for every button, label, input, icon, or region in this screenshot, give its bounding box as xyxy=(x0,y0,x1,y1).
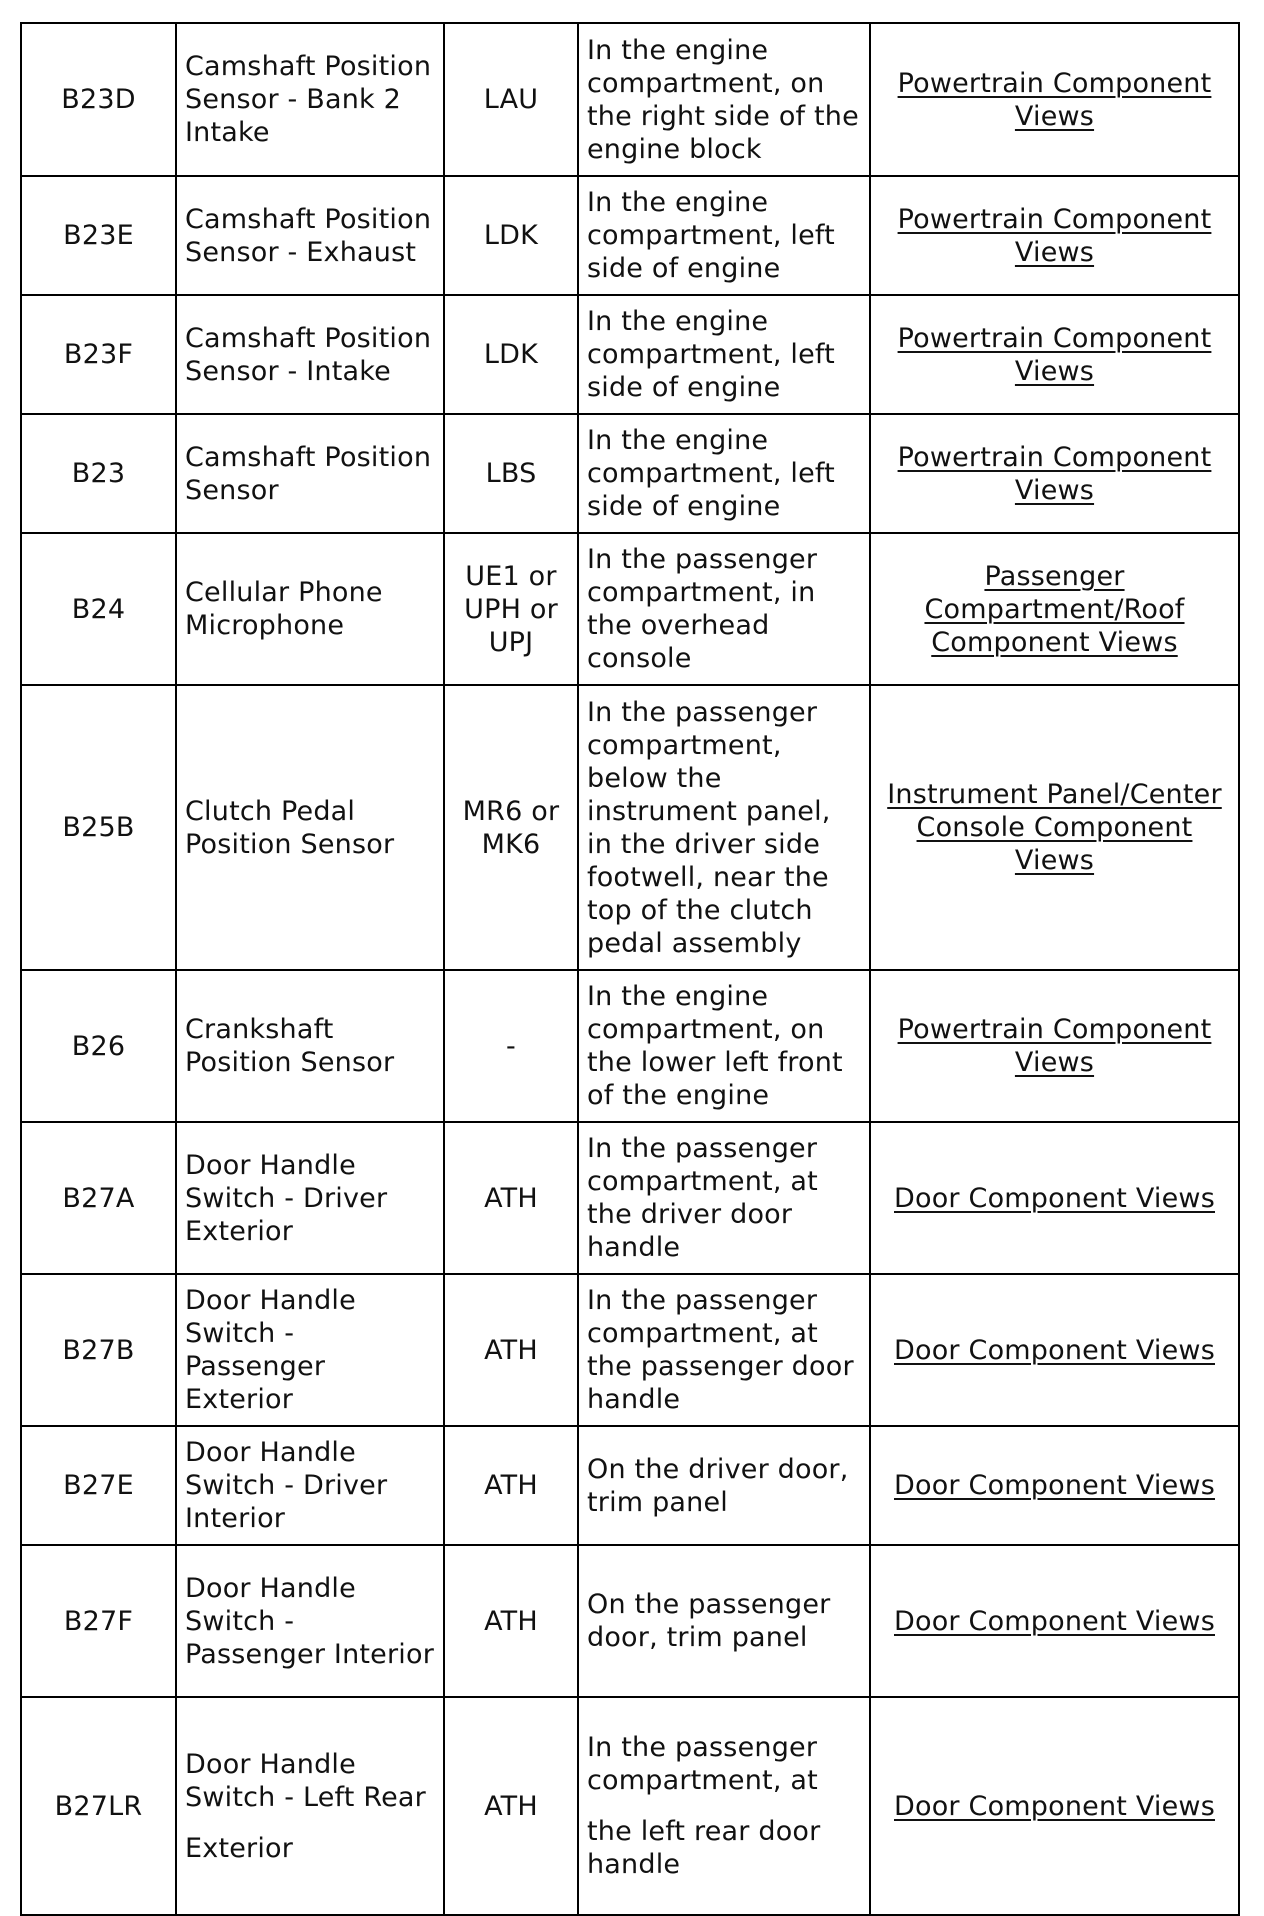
component-location: In the engine compartment, left side of engine xyxy=(578,176,870,295)
component-view-cell xyxy=(870,1545,1239,1697)
component-number: B23F xyxy=(21,295,176,414)
component-view-link[interactable]: Powertrain Component Views xyxy=(897,322,1212,387)
component-name: Clutch Pedal Position Sensor xyxy=(176,685,444,970)
component-location: In the engine compartment, left side of engine xyxy=(578,414,870,533)
component-view-cell xyxy=(870,1274,1239,1426)
component-number: B23D xyxy=(21,23,176,176)
component-name: Camshaft Position Sensor - Bank 2 Intake xyxy=(176,23,444,176)
component-option: ATH xyxy=(444,1122,578,1274)
component-name: Camshaft Position Sensor - Exhaust xyxy=(176,176,444,295)
component-view-cell xyxy=(870,414,1239,533)
component-location: In the passenger compartment, at the passenger door handle xyxy=(578,1274,870,1426)
component-option: ATH xyxy=(444,1274,578,1426)
component-option: LAU xyxy=(444,23,578,176)
component-number: B25B xyxy=(21,685,176,970)
component-location-line: In the passenger compartment, at xyxy=(587,1732,818,1796)
component-location: On the passenger door, trim panel xyxy=(578,1545,870,1697)
component-location: In the engine compartment, on the right side of the engine block xyxy=(578,23,870,176)
table-row xyxy=(21,1274,1239,1426)
component-number: B27A xyxy=(21,1122,176,1274)
component-view-link[interactable]: Passenger Compartment/Roof Component Views xyxy=(924,560,1185,658)
component-location: In the engine compartment, on the lower left front of the engine xyxy=(578,970,870,1122)
component-name: Door Handle Switch - Driver Interior xyxy=(176,1426,444,1545)
component-view-link[interactable]: Door Component Views xyxy=(894,1470,1215,1501)
component-number: B27F xyxy=(21,1545,176,1697)
table-row xyxy=(21,1697,1239,1915)
component-option: LBS xyxy=(444,414,578,533)
table-row xyxy=(21,1426,1239,1545)
component-name: Cellular Phone Microphone xyxy=(176,533,444,685)
table-row xyxy=(21,533,1239,685)
component-location: On the driver door, trim panel xyxy=(578,1426,870,1545)
table-row xyxy=(21,1545,1239,1697)
component-option: ATH xyxy=(444,1426,578,1545)
component-view-cell xyxy=(870,970,1239,1122)
table-row xyxy=(21,685,1239,970)
table-row xyxy=(21,295,1239,414)
component-view-cell xyxy=(870,176,1239,295)
component-option: LDK xyxy=(444,295,578,414)
component-view-link[interactable]: Door Component Views xyxy=(894,1334,1215,1366)
component-option: - xyxy=(444,970,578,1122)
table-row xyxy=(21,970,1239,1122)
component-name: Camshaft Position Sensor xyxy=(176,414,444,533)
component-location-line: the left rear door handle xyxy=(587,1816,821,1880)
component-name: Door Handle Switch - Driver Exterior xyxy=(176,1122,444,1274)
component-number: B24 xyxy=(21,533,176,685)
component-name-line: Door Handle Switch - Left Rear xyxy=(185,1748,426,1813)
component-view-cell xyxy=(870,685,1239,970)
component-view-cell xyxy=(870,23,1239,176)
component-view-cell xyxy=(870,1426,1239,1545)
component-name: Crankshaft Position Sensor xyxy=(176,970,444,1122)
component-view-cell xyxy=(870,1697,1239,1915)
component-view-cell xyxy=(870,533,1239,685)
component-location: In the passenger compartment, in the overhead console xyxy=(578,533,870,685)
component-option: MR6 or MK6 xyxy=(444,685,578,970)
component-location xyxy=(578,1697,870,1915)
component-number: B27E xyxy=(21,1426,176,1545)
component-location: In the passenger compartment, below the instrument panel, in the driver side footwell, near the top of the clutch pedal assembly xyxy=(578,685,870,970)
component-view-cell xyxy=(870,295,1239,414)
component-location: In the passenger compartment, at the driver door handle xyxy=(578,1122,870,1274)
component-view-link[interactable]: Powertrain Component Views xyxy=(897,1014,1212,1078)
component-option: ATH xyxy=(444,1697,578,1915)
component-number: B27B xyxy=(21,1274,176,1426)
component-view-link[interactable]: Powertrain Component Views xyxy=(897,441,1212,506)
component-location: In the engine compartment, left side of engine xyxy=(578,295,870,414)
component-view-link[interactable]: Door Component Views xyxy=(894,1790,1215,1822)
component-view-link[interactable]: Powertrain Component Views xyxy=(897,67,1212,132)
component-number: B23 xyxy=(21,414,176,533)
component-locator-sheet xyxy=(20,22,1238,1916)
component-option: LDK xyxy=(444,176,578,295)
component-number: B27LR xyxy=(21,1697,176,1915)
table-row xyxy=(21,23,1239,176)
component-number: B26 xyxy=(21,970,176,1122)
component-view-link[interactable]: Door Component Views xyxy=(894,1605,1215,1637)
component-name: Door Handle Switch - Passenger Exterior xyxy=(176,1274,444,1426)
component-table xyxy=(20,22,1240,1916)
component-name xyxy=(176,1697,444,1915)
component-name: Door Handle Switch - Passenger Interior xyxy=(176,1545,444,1697)
component-name-line: Exterior xyxy=(185,1832,294,1864)
component-view-cell xyxy=(870,1122,1239,1274)
table-row xyxy=(21,414,1239,533)
component-view-link[interactable]: Powertrain Component Views xyxy=(897,203,1212,268)
component-name: Camshaft Position Sensor - Intake xyxy=(176,295,444,414)
component-view-link[interactable]: Door Component Views xyxy=(894,1182,1215,1214)
component-view-link[interactable]: Instrument Panel/Center Console Component Views xyxy=(887,779,1222,876)
component-option: ATH xyxy=(444,1545,578,1697)
component-option: UE1 or UPH or UPJ xyxy=(444,533,578,685)
table-row xyxy=(21,1122,1239,1274)
component-number: B23E xyxy=(21,176,176,295)
table-row xyxy=(21,176,1239,295)
